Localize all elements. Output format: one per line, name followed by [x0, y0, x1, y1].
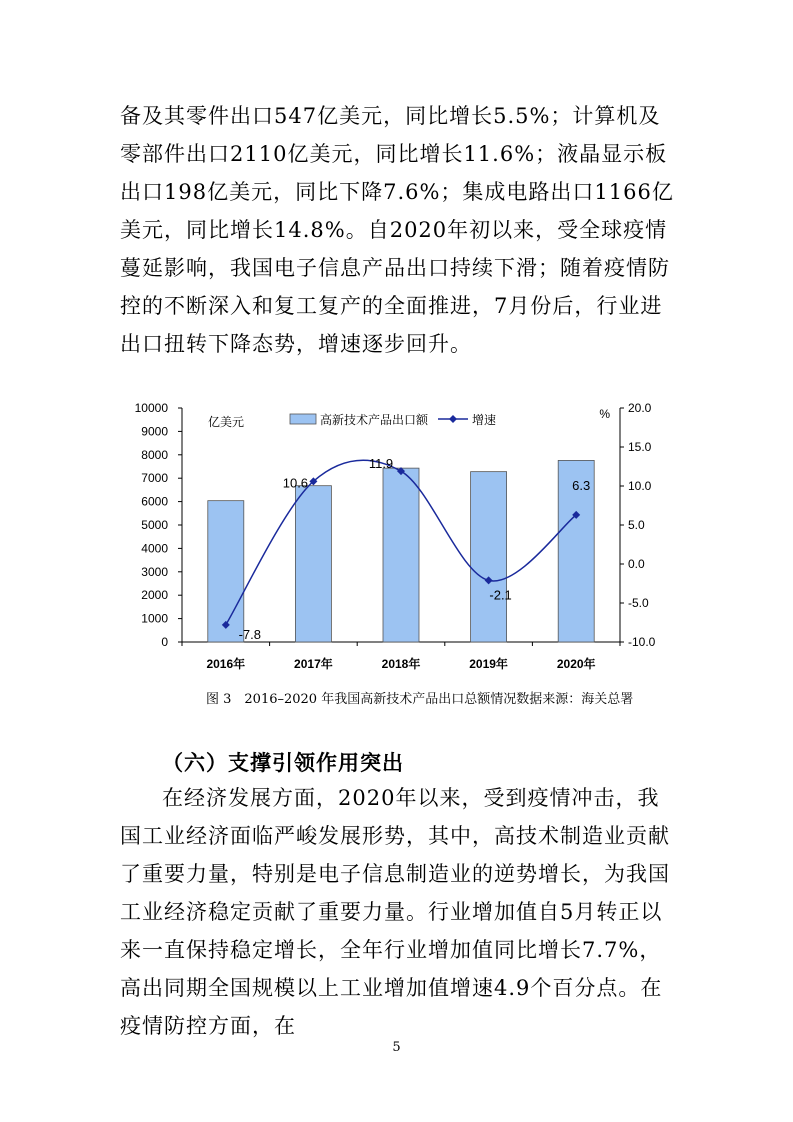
- body-paragraph-2: 在经济发展方面，2020年以来，受到疫情冲击，我国工业经济面临严峻发展形势，其中，高技术制造业贡献了重要力量，特别是电子信息制造业的逆势增长，为我国工业经济稳定贡献了重要力量。行业增加值自5月转正以来一直保持稳定增长，全年行业增加值同比增长7.7%，高出同期全国规模以上工业增加值增速4.9个百分点。在疫情防控方面，在: [120, 786, 670, 1038]
- left-tick-label: 0: [161, 635, 168, 649]
- right-tick-label: 5.0: [628, 518, 645, 532]
- left-tick-label: 10000: [134, 401, 168, 415]
- right-tick-label: -5.0: [628, 596, 649, 610]
- left-tick-label: 1000: [141, 611, 168, 626]
- left-tick-label: 4000: [141, 541, 168, 556]
- legend-line-label: 增速: [472, 413, 497, 427]
- section-heading: （六）支撑引领作用突出: [162, 750, 404, 775]
- right-tick-label: -10.0: [628, 635, 656, 649]
- left-tick-label: 2000: [141, 588, 168, 603]
- x-tick-label: 2020年: [556, 657, 596, 671]
- figure-caption: 图 3 2016–2020 年我国高新技术产品出口总额情况数据来源：海关总署: [206, 692, 634, 707]
- data-label: -2.1: [489, 587, 512, 603]
- right-tick-label: 20.0: [628, 401, 652, 415]
- data-label: -7.8: [238, 626, 262, 642]
- right-tick-label: 10.0: [628, 479, 652, 493]
- right-axis-unit: %: [599, 407, 610, 421]
- bar-2017年: [295, 486, 331, 642]
- body-paragraph-1: 备及其零件出口547亿美元，同比增长5.5%；计算机及零部件出口2110亿美元，同比增长11.6%；液晶显示板出口198亿美元，同比下降7.6%；集成电路出口1166亿美元，同比增长14.8%。自2020年初以来，受全球疫情蔓延影响，我国电子信息产品出口持续下滑；随着疫情防控的不断深入和复工复产的全面推进，7月份后，行业进出口扭转下降态势，增速逐步回升。: [120, 104, 674, 356]
- left-tick-label: 7000: [141, 471, 168, 486]
- left-axis-unit: 亿美元: [208, 415, 245, 429]
- page-number: 5: [392, 1040, 401, 1055]
- data-label: 11.9: [368, 456, 394, 472]
- legend-line-marker: [449, 415, 457, 423]
- x-tick-label: 2019年: [469, 657, 508, 671]
- left-tick-label: 6000: [141, 494, 168, 509]
- bar-2016年: [208, 501, 244, 642]
- export-chart: [120, 392, 680, 682]
- x-tick-label: 2018年: [381, 657, 421, 671]
- x-tick-label: 2016年: [206, 657, 246, 671]
- left-tick-label: 5000: [141, 518, 168, 532]
- data-label: 6.3: [572, 477, 591, 493]
- x-tick-label: 2017年: [294, 657, 333, 671]
- right-tick-label: 15.0: [628, 440, 652, 454]
- left-tick-label: 9000: [141, 424, 168, 439]
- right-tick-label: 0.0: [628, 557, 645, 571]
- bar-2019年: [471, 472, 507, 642]
- bar-2018年: [383, 468, 419, 642]
- legend-bar-swatch: [290, 414, 316, 424]
- data-label: 10.6: [282, 475, 309, 491]
- left-tick-label: 3000: [141, 564, 168, 579]
- legend-bar-label: 高新技术产品出口额: [320, 413, 429, 427]
- left-tick-label: 8000: [141, 447, 168, 462]
